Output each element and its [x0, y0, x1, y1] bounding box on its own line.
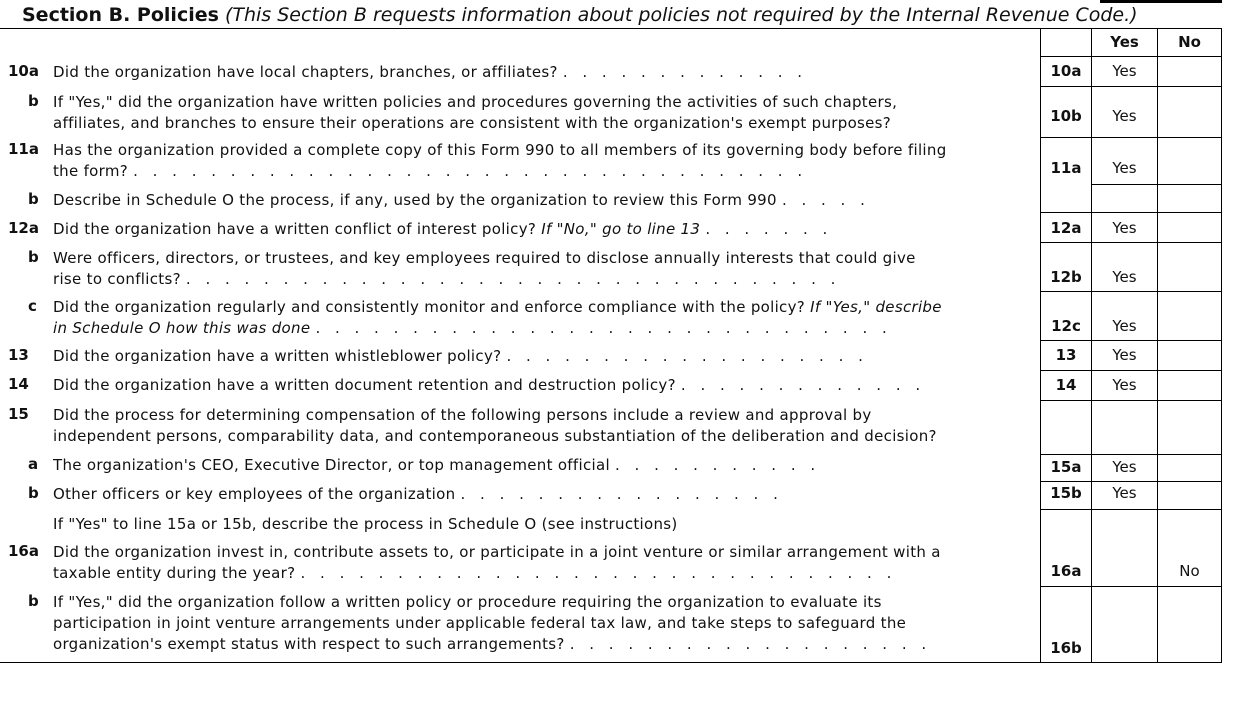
question-text: Did the organization regularly and consistently monitor and enforce compliance with the policy? If "Yes," describe in Schedule O how this was done . . . . . . . . . . . . . . . . . . . . . . . . . . . . . .	[53, 298, 942, 337]
line-10b: 10b	[1040, 86, 1092, 137]
row-13	[0, 346, 1222, 370]
row-number: 14	[8, 375, 29, 393]
line-11a: 11a	[1040, 137, 1092, 184]
question-text: The organization's CEO, Executive Director, or top management official . . . . . . . . . . .	[53, 456, 821, 474]
answer-no-14[interactable]	[1158, 370, 1222, 400]
line-12c: 12c	[1040, 291, 1092, 340]
answer-yes-12b[interactable]: Yes	[1092, 242, 1158, 291]
section-title-bold: Section B. Policies	[22, 4, 219, 26]
question-text: If "Yes," did the organization have written policies and procedures governing the activities of such chapters, affiliates, and branches to ensure their operations are consistent with the organization's exempt purposes?	[53, 93, 898, 132]
col-header-yes: Yes	[1092, 29, 1158, 56]
question-text: If "Yes," did the organization follow a written policy or procedure requiring the organization to evaluate its participation in joint venture arrangements under applicable federal tax law, and take steps to safeguard the organization's exempt status with respect to such arrangements? . . . . . . . . . . . . . . . . . . .	[53, 593, 932, 653]
line-14: 14	[1040, 370, 1092, 400]
row-11a	[0, 140, 1222, 184]
row-12c	[0, 297, 1222, 341]
line-16b: 16b	[1040, 586, 1092, 662]
answer-no-16a[interactable]: No	[1158, 540, 1222, 586]
row-number: 15	[8, 405, 29, 423]
question-text: Did the process for determining compensation of the following persons include a review and approval by independent persons, comparability data, and contemporaneous substantiation of the deliberation and decision?	[53, 406, 937, 445]
row-16a	[0, 542, 1222, 586]
question-text: Did the organization have a written whistleblower policy? . . . . . . . . . . . . . . . . . . .	[53, 347, 868, 365]
row-number: b	[28, 592, 39, 610]
line-16a: 16a	[1040, 540, 1092, 586]
row-15	[0, 405, 1222, 449]
answer-no-10a[interactable]	[1158, 56, 1222, 86]
row-number: 10a	[8, 62, 39, 80]
answer-yes-16b[interactable]	[1092, 586, 1158, 662]
answer-yes-12c[interactable]: Yes	[1092, 291, 1158, 340]
answer-yes-11b	[1092, 184, 1158, 212]
row-number: 13	[8, 346, 29, 364]
row-number: c	[28, 297, 37, 315]
answer-no-10b[interactable]	[1158, 86, 1222, 137]
answer-yes-16a[interactable]	[1092, 540, 1158, 586]
answer-yes-14[interactable]: Yes	[1092, 370, 1158, 400]
line-15	[1040, 400, 1092, 454]
answer-no-15b[interactable]	[1158, 481, 1222, 509]
answer-yes-15-note	[1092, 509, 1158, 540]
line-12b: 12b	[1040, 242, 1092, 291]
answer-no-12c[interactable]	[1158, 291, 1222, 340]
answer-no-13[interactable]	[1158, 340, 1222, 370]
line-11b	[1040, 184, 1092, 212]
answer-no-11b	[1158, 184, 1222, 212]
question-text: Has the organization provided a complete copy of this Form 990 to all members of its governing body before filing the form? . . . . . . . . . . . . . . . . . . . . . . . . . . . . . . . . . . .	[53, 141, 947, 180]
question-text: Other officers or key employees of the organization . . . . . . . . . . . . . . . . .	[53, 485, 783, 503]
col-header-no: No	[1158, 29, 1222, 56]
line-12a: 12a	[1040, 212, 1092, 242]
instruction-text: If "Yes" to line 15a or 15b, describe the process in Schedule O (see instructions)	[53, 515, 678, 533]
line-13: 13	[1040, 340, 1092, 370]
answer-yes-15a[interactable]: Yes	[1092, 454, 1158, 481]
row-number: 11a	[8, 140, 39, 158]
row-12b	[0, 248, 1222, 292]
row-number: b	[28, 92, 39, 110]
header-bar	[1100, 0, 1222, 3]
row-12a	[0, 219, 1222, 243]
row-number: b	[28, 190, 39, 208]
question-text: Describe in Schedule O the process, if any, used by the organization to review this Form 990 . . . . .	[53, 191, 870, 209]
row-number: a	[28, 455, 39, 473]
answer-no-11a[interactable]	[1158, 137, 1222, 184]
answer-yes-10b[interactable]: Yes	[1092, 86, 1158, 137]
row-16b	[0, 592, 1222, 658]
row-10a	[0, 62, 1222, 86]
line-15-note	[1040, 509, 1092, 540]
row-10b	[0, 92, 1222, 136]
row-number: b	[28, 484, 39, 502]
line-10a: 10a	[1040, 56, 1092, 86]
answer-yes-15	[1092, 400, 1158, 454]
answer-no-12b[interactable]	[1158, 242, 1222, 291]
row-number: 12a	[8, 219, 39, 237]
answer-no-15a[interactable]	[1158, 454, 1222, 481]
answer-no-12a[interactable]	[1158, 212, 1222, 242]
question-text: Were officers, directors, or trustees, and key employees required to disclose annually interests that could give rise to conflicts? . . . . . . . . . . . . . . . . . . . . . . . . . . . . . . . . . .	[53, 249, 916, 288]
col-header-line	[1040, 29, 1092, 56]
row-number: 16a	[8, 542, 39, 560]
section-header	[0, 0, 1222, 29]
row-11b	[0, 190, 1222, 214]
section-title-note: (This Section B requests information about policies not required by the Internal Revenue Code.)	[224, 4, 1138, 26]
answer-yes-11a[interactable]: Yes	[1092, 137, 1158, 184]
section-title	[22, 4, 1138, 26]
question-text: Did the organization have a written conflict of interest policy? If "No," go to line 13 . . . . . . .	[53, 220, 833, 238]
answer-yes-10a[interactable]: Yes	[1092, 56, 1158, 86]
answer-no-15-note	[1158, 509, 1222, 540]
question-text: Did the organization invest in, contribute assets to, or participate in a joint venture or similar arrangement with a taxable entity during the year? . . . . . . . . . . . . . . . . . . . . . . . . . . . . . . .	[53, 543, 941, 582]
answer-yes-13[interactable]: Yes	[1092, 340, 1158, 370]
row-15a	[0, 455, 1222, 479]
row-number: b	[28, 248, 39, 266]
line-15a: 15a	[1040, 454, 1092, 481]
row-15-note	[0, 514, 1222, 538]
row-15b	[0, 484, 1222, 508]
answer-no-16b[interactable]	[1158, 586, 1222, 662]
answer-yes-12a[interactable]: Yes	[1092, 212, 1158, 242]
question-text: Did the organization have a written document retention and destruction policy? . . . . . . . . . . . . .	[53, 376, 926, 394]
answer-yes-15b[interactable]: Yes	[1092, 481, 1158, 509]
answer-no-15	[1158, 400, 1222, 454]
line-15b: 15b	[1040, 481, 1092, 509]
row-14	[0, 375, 1222, 399]
question-text: Did the organization have local chapters, branches, or affiliates? . . . . . . . . . . . . .	[53, 63, 808, 81]
